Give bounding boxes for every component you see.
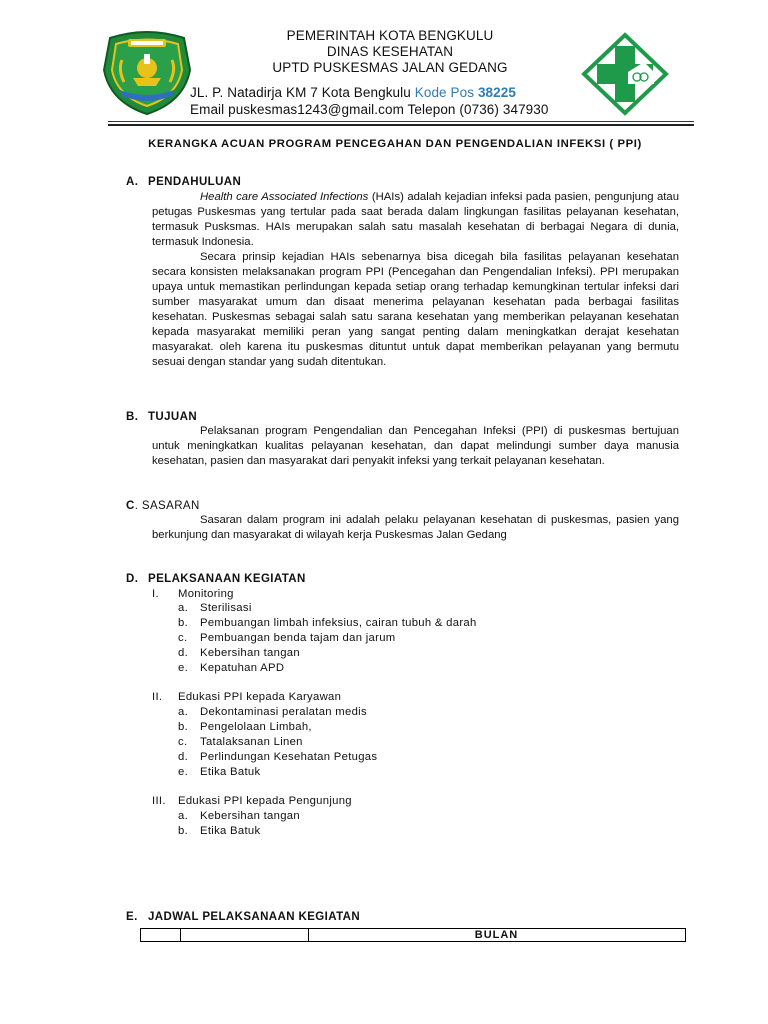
section-b-heading <box>126 411 197 423</box>
section-c-heading <box>126 500 200 512</box>
list-item <box>178 824 260 839</box>
list-item <box>178 765 260 780</box>
section-e-letter: E. <box>126 911 138 923</box>
list-item <box>178 631 396 646</box>
group-title: Edukasi PPI kepada Karyawan <box>178 691 342 703</box>
section-c-paragraph-1: Sasaran dalam program ini adalah pelaku pelayanan kesehatan di puskesmas, pasien yang berkunjung dan masyarakat di wilayah kerja Puskesmas Jalan Gedang <box>152 514 679 541</box>
section-a-paragraph-1 <box>152 190 679 250</box>
list-marker: e. <box>178 766 189 778</box>
section-b-letter: B. <box>126 411 139 423</box>
section-c-body <box>152 513 679 543</box>
group-education-visitors <box>152 794 352 809</box>
list-item <box>178 809 300 824</box>
section-d-title: PELAKSANAAN KEGIATAN <box>148 573 306 585</box>
list-text: Etika Batuk <box>200 825 261 837</box>
header-rule-thin <box>108 121 694 122</box>
list-marker: b. <box>178 825 189 837</box>
header-government: PEMERINTAH KOTA BENGKULU <box>286 28 494 43</box>
header-rule-thick <box>108 124 694 126</box>
section-a-body <box>152 190 679 370</box>
list-item <box>178 616 477 631</box>
list-item <box>178 646 300 661</box>
list-text: Kepatuhan APD <box>200 662 285 674</box>
list-marker: a. <box>178 706 189 718</box>
list-text: Perlindungan Kesehatan Petugas <box>200 751 378 763</box>
group-title: Monitoring <box>178 588 234 600</box>
list-marker: e. <box>178 662 189 674</box>
list-text: Dekontaminasi peralatan medis <box>200 706 367 718</box>
header-department: DINAS KESEHATAN <box>326 44 454 59</box>
address-text: JL. P. Natadirja KM 7 Kota Bengkulu <box>190 85 415 100</box>
group-monitoring <box>152 587 234 602</box>
section-c-title: . SASARAN <box>134 500 200 512</box>
section-a-italic-term: Health care Associated Infections <box>200 191 369 203</box>
section-e-title: JADWAL PELAKSANAAN KEGIATAN <box>148 911 361 923</box>
list-item <box>178 735 303 750</box>
list-item <box>178 601 252 616</box>
list-text: Kebersihan tangan <box>200 647 300 659</box>
table-divider <box>180 929 181 941</box>
header-unit: UPTD PUSKESMAS JALAN GEDANG <box>272 60 508 75</box>
group-education-staff <box>152 690 341 705</box>
list-marker: c. <box>178 632 188 644</box>
list-marker: d. <box>178 647 189 659</box>
list-item <box>178 705 367 720</box>
puskesmas-cross-logo <box>578 32 672 116</box>
list-marker: c. <box>178 736 188 748</box>
postal-code: 38225 <box>477 85 516 100</box>
header-address <box>190 85 516 101</box>
document-title: KERANGKA ACUAN PROGRAM PENCEGAHAN DAN PENGENDALIAN INFEKSI ( PPI) <box>148 138 642 150</box>
list-text: Kebersihan tangan <box>200 810 300 822</box>
header-contact: Email puskesmas1243@gmail.com Telepon (0736) 347930 <box>190 102 549 117</box>
list-text: Etika Batuk <box>200 766 261 778</box>
list-item <box>178 750 377 765</box>
list-marker: a. <box>178 602 189 614</box>
section-d-heading <box>126 573 306 585</box>
section-b-paragraph-1: Pelaksanan program Pengendalian dan Pencegahan Infeksi (PPI) di puskesmas bertujuan untuk meningkatkan kualitas pelayanan kesehatan, dan dapat melindungi sumber daya manusia kesehatan, pasien dan masyarakat dari penyakit infeksi yang terkait pelayanan kesehatan. <box>152 425 679 467</box>
list-marker: a. <box>178 810 189 822</box>
list-text: Pembuangan benda tajam dan jarum <box>200 632 396 644</box>
section-a-title: PENDAHULUAN <box>148 176 242 188</box>
list-text: Tatalaksanan Linen <box>200 736 303 748</box>
postal-label: Kode Pos <box>414 85 478 100</box>
list-text: Sterilisasi <box>200 602 252 614</box>
section-e-heading <box>126 911 360 923</box>
section-d-letter: D. <box>126 573 139 585</box>
list-marker: b. <box>178 721 189 733</box>
table-header-month: BULAN <box>474 929 519 941</box>
section-a-p1-text: (HAIs) adalah kejadian infeksi pada pasien, pengunjung atau petugas Puskesmas yang tertular pada saat berada dalam lingkungan fasilitas pelayanan kesehatan, termasuk Pusksmas. HAIs merupakan salah satu masalah kesehatan di berbagai Negara di dunia, termasuk Indonesia. <box>152 191 679 248</box>
section-c-letter: C <box>126 500 135 512</box>
list-marker: b. <box>178 617 189 629</box>
group-number: II. <box>152 691 163 703</box>
list-text: Pembuangan limbah infeksius, cairan tubuh & darah <box>200 617 477 629</box>
section-b-title: TUJUAN <box>148 411 198 423</box>
list-text: Pengelolaan Limbah, <box>200 721 312 733</box>
section-a-heading <box>126 176 241 188</box>
group-title: Edukasi PPI kepada Pengunjung <box>178 795 352 807</box>
list-item <box>178 720 312 735</box>
section-a-letter: A. <box>126 176 139 188</box>
group-number: III. <box>152 795 166 807</box>
group-number: I. <box>152 588 159 600</box>
list-item <box>178 661 284 676</box>
letterhead <box>0 0 768 125</box>
schedule-table-header <box>140 928 686 942</box>
section-a-paragraph-2: Secara prinsip kejadian HAIs sebenarnya bisa dicegah bila fasilitas pelayanan kesehatan secara konsisten melaksanakan program PPI (Pencegahan dan Pengendalian Infeksi). PPI merupakan upaya untuk memastikan perlindungan kepada setiap orang terhadap kemungkinan tertular infeksi dari sumber masyarakat umum dan disaat menerima pelayanan kesehatan pada berbagai fasilitas kesehatan. Puskesmas sebagai salah satu sarana kesehatan yang memberikan pelayanan kesehatan kepada masyarakat memiliki peran yang sangat penting dalam meningkatkan derajat kesehatan masyarakat. oleh karena itu puskesmas dituntut untuk dapat memberikan pelayanan yang bermutu sesuai dengan standar yang sudah ditentukan. <box>152 251 679 368</box>
list-marker: d. <box>178 751 189 763</box>
section-b-body <box>152 424 679 469</box>
